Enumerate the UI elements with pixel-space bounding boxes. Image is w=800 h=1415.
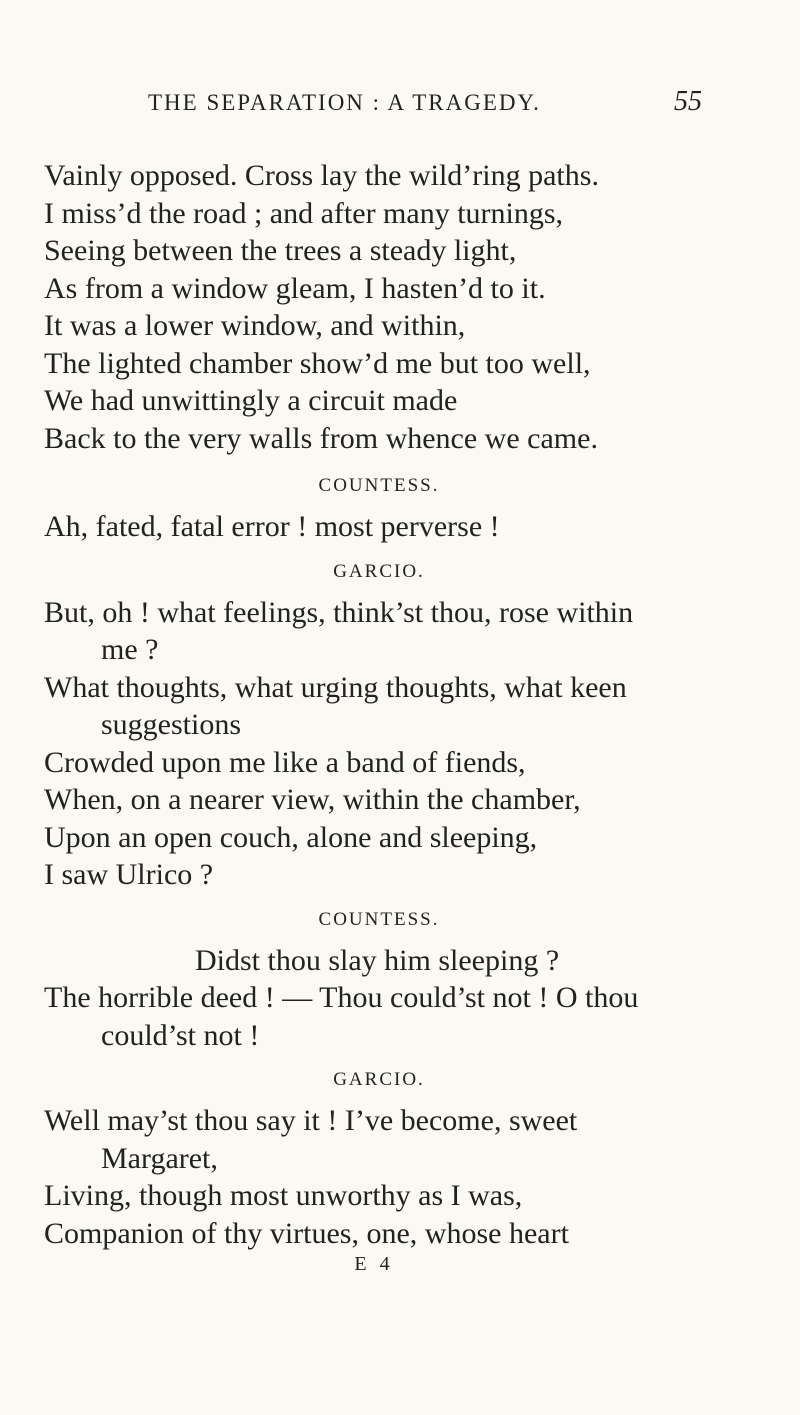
verse-line: Back to the very walls from whence we came. bbox=[44, 421, 598, 455]
signature-mark: E 4 bbox=[354, 1253, 394, 1275]
verse-line: But, oh ! what feelings, think’st thou, rose within bbox=[44, 595, 634, 629]
speaker-heading: COUNTESS. bbox=[318, 475, 440, 496]
verse-line: The horrible deed ! — Thou could’st not ! O thou bbox=[44, 981, 639, 1014]
verse-line: As from a window gleam, I hasten’d to it. bbox=[44, 271, 546, 305]
speaker-heading: COUNTESS. bbox=[318, 908, 440, 930]
verse-line: It was a lower window, and within, bbox=[44, 309, 466, 342]
verse-line: Living, though most unworthy as I was, bbox=[44, 1179, 523, 1212]
speaker-heading: GARCIO. bbox=[333, 1069, 425, 1090]
verse-line: could’st not ! bbox=[101, 1018, 260, 1052]
running-head: THE SEPARATION : A TRAGEDY. bbox=[148, 90, 541, 115]
verse-line: Vainly opposed. Cross lay the wild’ring paths. bbox=[44, 159, 599, 192]
verse-line: Well may’st thou say it ! I’ve become, sweet bbox=[44, 1104, 578, 1137]
verse-line: I saw Ulrico ? bbox=[44, 858, 214, 891]
verse-line: Upon an open couch, alone and sleeping, bbox=[44, 820, 538, 854]
page-number: 55 bbox=[674, 86, 702, 117]
verse-line: Margaret, bbox=[101, 1141, 218, 1175]
page-header bbox=[0, 86, 800, 130]
speaker-heading: GARCIO. bbox=[333, 560, 425, 582]
verse-line: suggestions bbox=[101, 708, 242, 741]
verse-line: Seeing between the trees a steady light, bbox=[44, 234, 517, 267]
verse-line: What thoughts, what urging thoughts, what keen bbox=[44, 670, 627, 704]
verse-line: When, on a nearer view, within the chamber, bbox=[44, 783, 581, 816]
verse-line: Crowded upon me like a band of fiends, bbox=[44, 745, 526, 779]
verse-line: me ? bbox=[101, 633, 159, 666]
body-text bbox=[44, 157, 764, 1276]
verse-line: Didst thou slay him sleeping ? bbox=[195, 943, 560, 977]
verse-line: We had unwittingly a circuit made bbox=[44, 384, 458, 417]
verse-line: I miss’d the road ; and after many turnings, bbox=[44, 196, 564, 230]
verse-line: Companion of thy virtues, one, whose heart bbox=[44, 1216, 569, 1250]
verse-line: Ah, fated, fatal error ! most perverse ! bbox=[44, 510, 500, 543]
verse-line: The lighted chamber show’d me but too well, bbox=[44, 346, 591, 380]
